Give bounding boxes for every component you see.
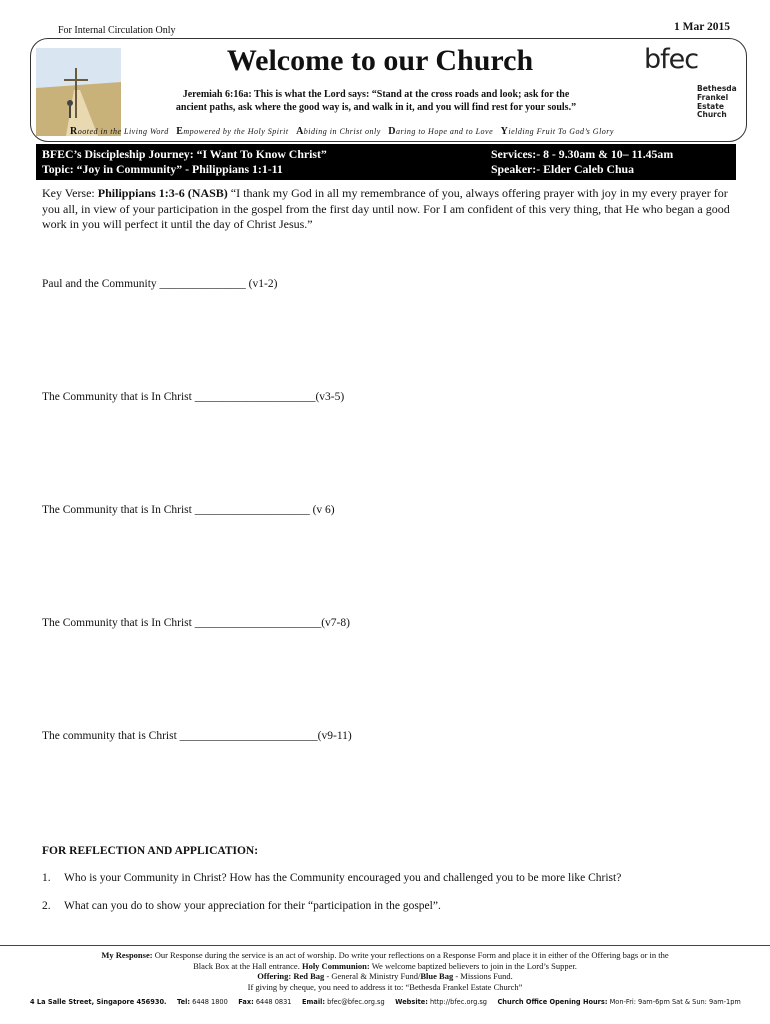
footer-divider (0, 945, 770, 946)
service-info-bar (36, 144, 736, 180)
sermon-point-4: The Community that is In Christ ______________________(v7-8) (42, 617, 350, 629)
reflection-question: 1. Who is your Community in Christ? How has the Community encouraged you and challenged you to be more like Christ? (42, 872, 622, 884)
sermon-topic: Topic: “Joy in Community” - Philippians 1:1-11 (42, 162, 283, 176)
church-logo: bfec (644, 44, 699, 75)
church-motto: Rooted in the Living Word Empowered by the Holy Spirit Abiding in Christ only Daring to Hope and to Love Yielding Fruit To God’s Glory (70, 126, 614, 137)
church-address: 4 La Salle Street, Singapore 456930. (30, 998, 167, 1006)
speaker: Speaker:- Elder Caleb Chua (491, 162, 634, 176)
response-notes: My Response: Our Response during the service is an act of worship. Do write your reflections on a Response Form and place it in either of the Offering bags or in the Black Box at the Hall entrance. Holy Communion: We welcome baptized believers to join in the Lord’s Supper. Offering: Red Bag - General & Ministry Fund/Blue Bag - Missions Fund. If giving by cheque, you need to address it to: “Bethesda Frankel Estate Church” (101, 950, 669, 992)
theme-verse: Jeremiah 6:16a: This is what the Lord says: “Stand at the cross roads and look; ask for the ancient paths, ask where the good way is, and walk in it, and you will find rest for your souls.” (175, 89, 577, 113)
contact-footer: 4 La Salle Street, Singapore 456930. Tel: 6448 1800 Fax: 6448 0831 Email: bfec@bfec.org.sg Website: http://bfec.org.sg Church Office Opening Hours: Mon-Fri: 9am-6pm Sat & Sun: 9am-1pm (30, 998, 741, 1006)
sermon-point-2: The Community that is In Christ _____________________(v3-5) (42, 391, 345, 403)
circulation-note: For Internal Circulation Only (58, 25, 176, 36)
bulletin-date: 1 Mar 2015 (673, 21, 730, 33)
church-name: Bethesda Frankel Estate Church (697, 84, 737, 120)
reflection-heading: FOR REFLECTION AND APPLICATION: (42, 845, 259, 857)
reflection-question: 2. What can you do to show your appreciation for their “participation in the gospel”. (42, 900, 441, 912)
page-title: Welcome to our Church (226, 44, 534, 77)
website-link[interactable]: http://bfec.org.sg (427, 998, 487, 1006)
sermon-point-1: Paul and the Community _______________ (v1-2) (42, 278, 278, 290)
service-times: Services:- 8 - 9.30am & 10– 11.45am (491, 147, 674, 161)
key-verse: Key Verse: Philippians 1:3-6 (NASB) “I thank my God in all my remembrance of you, always offering prayer with joy in my every prayer for you all, in view of your participation in the gospel from the first day until now. For I am confident of this very thing, that He who began a good work in you will perfect it until the day of Christ Jesus.” (42, 186, 730, 231)
pathway-illustration (36, 48, 121, 136)
email-link[interactable]: bfec@bfec.org.sg (324, 998, 385, 1006)
sermon-point-5: The community that is Christ ________________________(v9-11) (42, 730, 352, 742)
series-title: BFEC’s Discipleship Journey: “I Want To Know Christ” (42, 147, 327, 161)
sermon-point-3: The Community that is In Christ ____________________ (v 6) (42, 504, 335, 516)
